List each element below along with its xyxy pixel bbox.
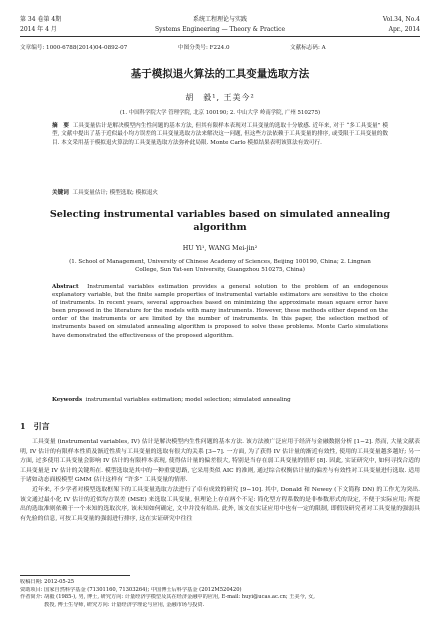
date-cn: 2014 年 4 月 (20, 26, 57, 33)
section-heading-introduction: 1 引言 (20, 421, 50, 431)
title-en: Selecting instrumental variables based on simulated annealing algorithm (49, 209, 391, 233)
keywords-cn-label: 关键词 (52, 190, 69, 196)
abstract-en-label: Abstract (52, 284, 79, 290)
volume-issue-cn: 第 34 卷第 4期 (20, 16, 62, 23)
abstract-en (52, 283, 388, 340)
body-paragraph: 工具变量 (instrumental variables, IV) 估计是解决模型内生性问题的基本方法. 该方法被广泛应用于经济与金融数据分析 [1−2]. 然而, 大量文献表明, IV 估计的有限样本性质及渐近性质与工具变量的选取有很大的关系 [3−7]. 一方面, 为了获得 IV 估计量的渐近有效性, 使用的工具变量越多越好; 另一方面, 过多使用工具变量会影响 IV 估计的有限样本表现, 使得估计量的偏差很大, 特别是当存在弱工具变量的情形 [8]. 因此, 实证研究中, 如何寻找合适的工具变量是 IV 估计的关键所在. 模型选取是其中的一种重要思路, 它采用类似 AIC 的准则, 通过综合权衡估计量的偏差与有效性对工具变量进行选取. 适用于诸如动态面板模型 GMM 估计这样有 “许多” 工具变量的情形. (20, 439, 420, 484)
affiliation-cn: (1. 中国科学院大学 管理学院, 北京 100190; 2. 中山大学 岭南学院, 广州 510275) (119, 110, 321, 116)
author-bio-1: 作者简介: 胡毅 (1985-), 男, 博士, 研究方向: 计量经济学模型及其在经济金融中的应用, E-mail: huyi@ucas.ac.cn; 王美今, 女, (20, 594, 315, 601)
body-text (20, 438, 420, 524)
document-code: 文献标志码: A (290, 45, 326, 51)
keywords-cn-text: 工具变量估计; 模型选取; 模拟退火 (72, 190, 158, 196)
abstract-cn-text: 工具变量估计是解决模型内生性问题的基本方法, 但其有限样本表现对工具变量的选取十分敏感. 近年来, 对于 “多工具变量” 模型, 文献中提出了基于近似最小均方误差的工具变量选取方法来解决这一问题, 但这些方法依赖于工具变量的排序, 或受限于工具变量的数目. 本文采用基于模拟退火算法的工具变量选取方法弥补此局限. Monte Carlo 模拟结果表明该算法有效可行. (52, 123, 388, 146)
author-bio-2: 教授, 博士生导师, 研究方向: 计量经济学理论与应用, 金融市场与投资. (44, 601, 205, 608)
date-en: Apr., 2014 (388, 26, 420, 33)
keywords-en-text: instrumental variables estimation; model selection; simulated annealing (85, 397, 291, 403)
affiliation-en: (1. School of Management, University of Chinese Academy of Sciences, Beijing 100190, China; 2. Lingnan College, Sun Yat-sen University, Guangzhou 510275, China) (69, 259, 371, 273)
abstract-en-text: Instrumental variables estimation provides a general solution to the problem of an endogenous explanatory variable, but the finite sample properties of instrumental variable estimators are sensitive to the choice of instruments. In recent years, several approaches based on minimizing the approximate mean square error have been proposed in the literature for the models with many instruments. However, these methods either depend on the order of the instruments or are limited by the number of instruments. In this paper, the selection method of instruments based on simulated annealing algorithm is proposed to solve these problems. Monte Carlo simulations have demonstrated the effectiveness of the proposed algorithm. (52, 284, 388, 339)
abstract-cn (52, 122, 388, 147)
abstract-cn-label: 摘 要 (52, 123, 70, 129)
body-paragraph: 近年来, 不少学者对模型选取框架下的工具变量选取方法进行了卓有成效的研究 [9−10]. 其中, Donald 和 Newey (下文简称 DN) 的工作尤为突出. 该文通过最小化 IV 估计的近似均方误差 (MSE) 来选取工具变量, 但理论上存在两个不足: 简化型方程系数的是非参数形式的设定, 不便于实际应用; 所提出的选取准则依赖于一个未知的选取次序, 该未知如何确定, 文中并没有给出. 此外, 该文在实证应用中也有一定的限制, 即假设研究者对工具变量的强弱具有先验的信息, 可按工具变量的强弱进行排序, 这在实证研究中往往 (20, 486, 420, 522)
footnote-rule (20, 575, 130, 576)
funding-info: 资助项目: 国家自然科学基金 (71301160, 71303264); 中国博士后科学基金 (2012M520420) (20, 586, 242, 593)
clc-number: 中图分类号: F224.0 (178, 45, 230, 51)
volume-issue-en: Vol.34, No.4 (382, 16, 420, 23)
keywords-en-label: Keywords (52, 397, 83, 403)
header-rule (20, 36, 420, 37)
keywords-cn (52, 188, 388, 196)
journal-name-en: Systems Engineering — Theory & Practice (154, 26, 286, 33)
authors-en: HU Yi¹, WANG Mei-jin² (182, 244, 258, 252)
received-date: 收稿日期: 2012-05-25 (20, 579, 75, 585)
footnote (20, 579, 420, 609)
journal-name-cn: 系统工程理论与实践 (192, 16, 247, 23)
keywords-en (52, 397, 388, 403)
authors-cn: 胡 毅¹, 王美今² (185, 93, 255, 102)
title-cn: 基于模拟退火算法的工具变量选取方法 (130, 68, 310, 80)
article-number: 文章编号: 1000-6788(2014)04-0892-07 (20, 45, 128, 51)
